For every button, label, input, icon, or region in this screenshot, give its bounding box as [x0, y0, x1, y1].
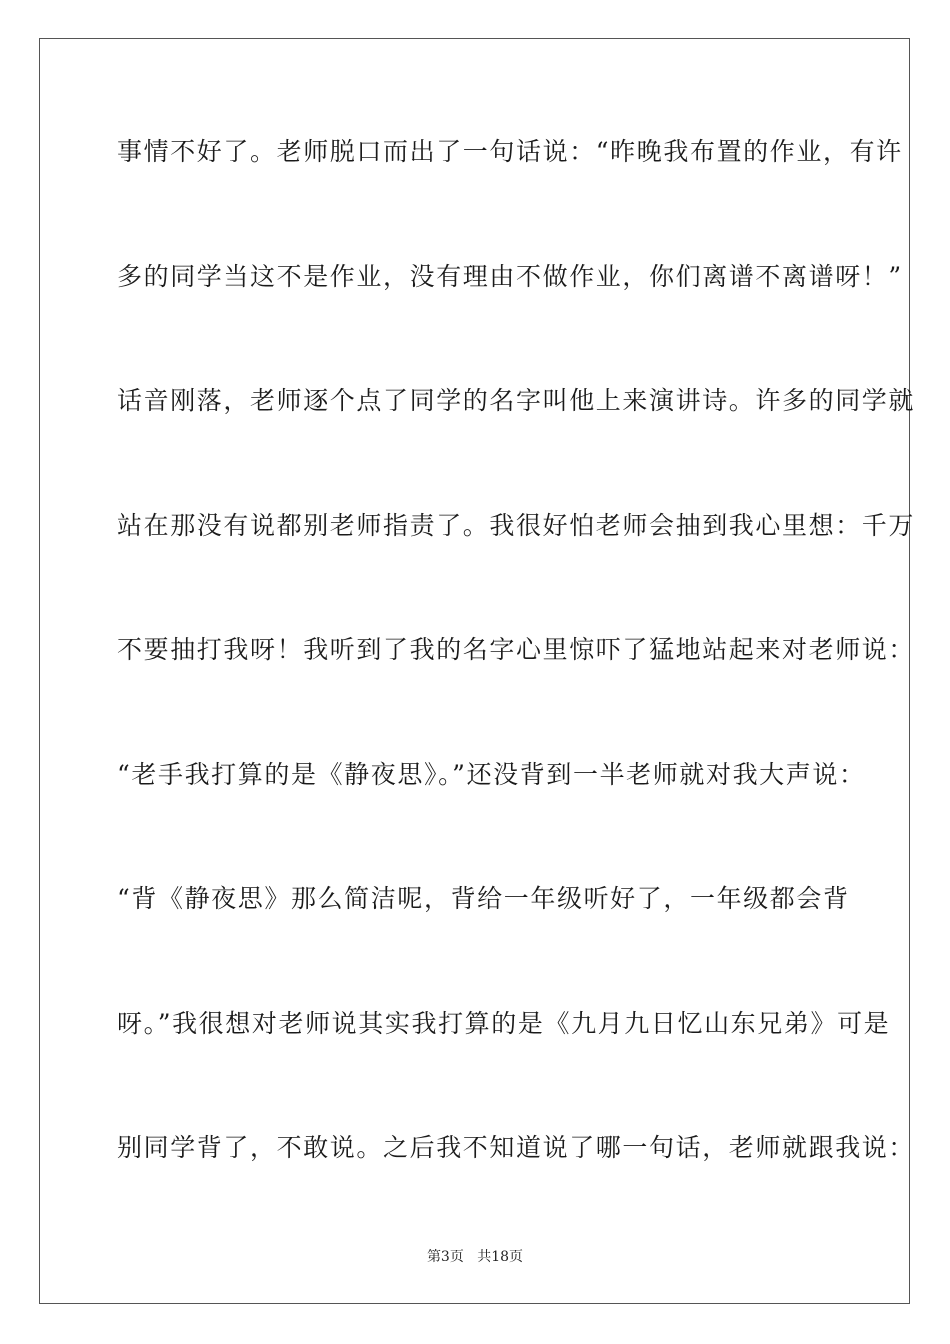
- text-line: 事情不好了。老师脱口而出了一句话说：“昨晚我布置的作业，有许: [117, 137, 903, 166]
- page-border: [39, 38, 916, 1304]
- text-line: “背《静夜思》那么简洁呢，背给一年级听好了，一年级都会背: [117, 884, 850, 913]
- page-footer: [0, 1248, 950, 1266]
- text-line: 话音刚落，老师逐个点了同学的名字叫他上来演讲诗。许多的同学就: [117, 386, 916, 415]
- text-line: 多的同学当这不是作业，没有理由不做作业，你们离谱不离谱呀！”: [117, 262, 903, 291]
- text-line: 不要抽打我呀！我听到了我的名字心里惊吓了猛地站起来对老师说：: [117, 635, 916, 664]
- text-line: 呀。”我很想对老师说其实我打算的是《九月九日忆山东兄弟》可是: [117, 1009, 891, 1038]
- text-line: “老手我打算的是《静夜思》。”还没背到一半老师就对我大声说：: [117, 760, 866, 789]
- text-line: 别同学背了，不敢说。之后我不知道说了哪一句话，老师就跟我说：: [117, 1133, 916, 1162]
- page-number: 第3页: [426, 1249, 464, 1265]
- page-total: 共18页: [477, 1249, 524, 1265]
- text-line: 站在那没有说都别老师指责了。我很好怕老师会抽到我心里想：千万: [117, 511, 916, 540]
